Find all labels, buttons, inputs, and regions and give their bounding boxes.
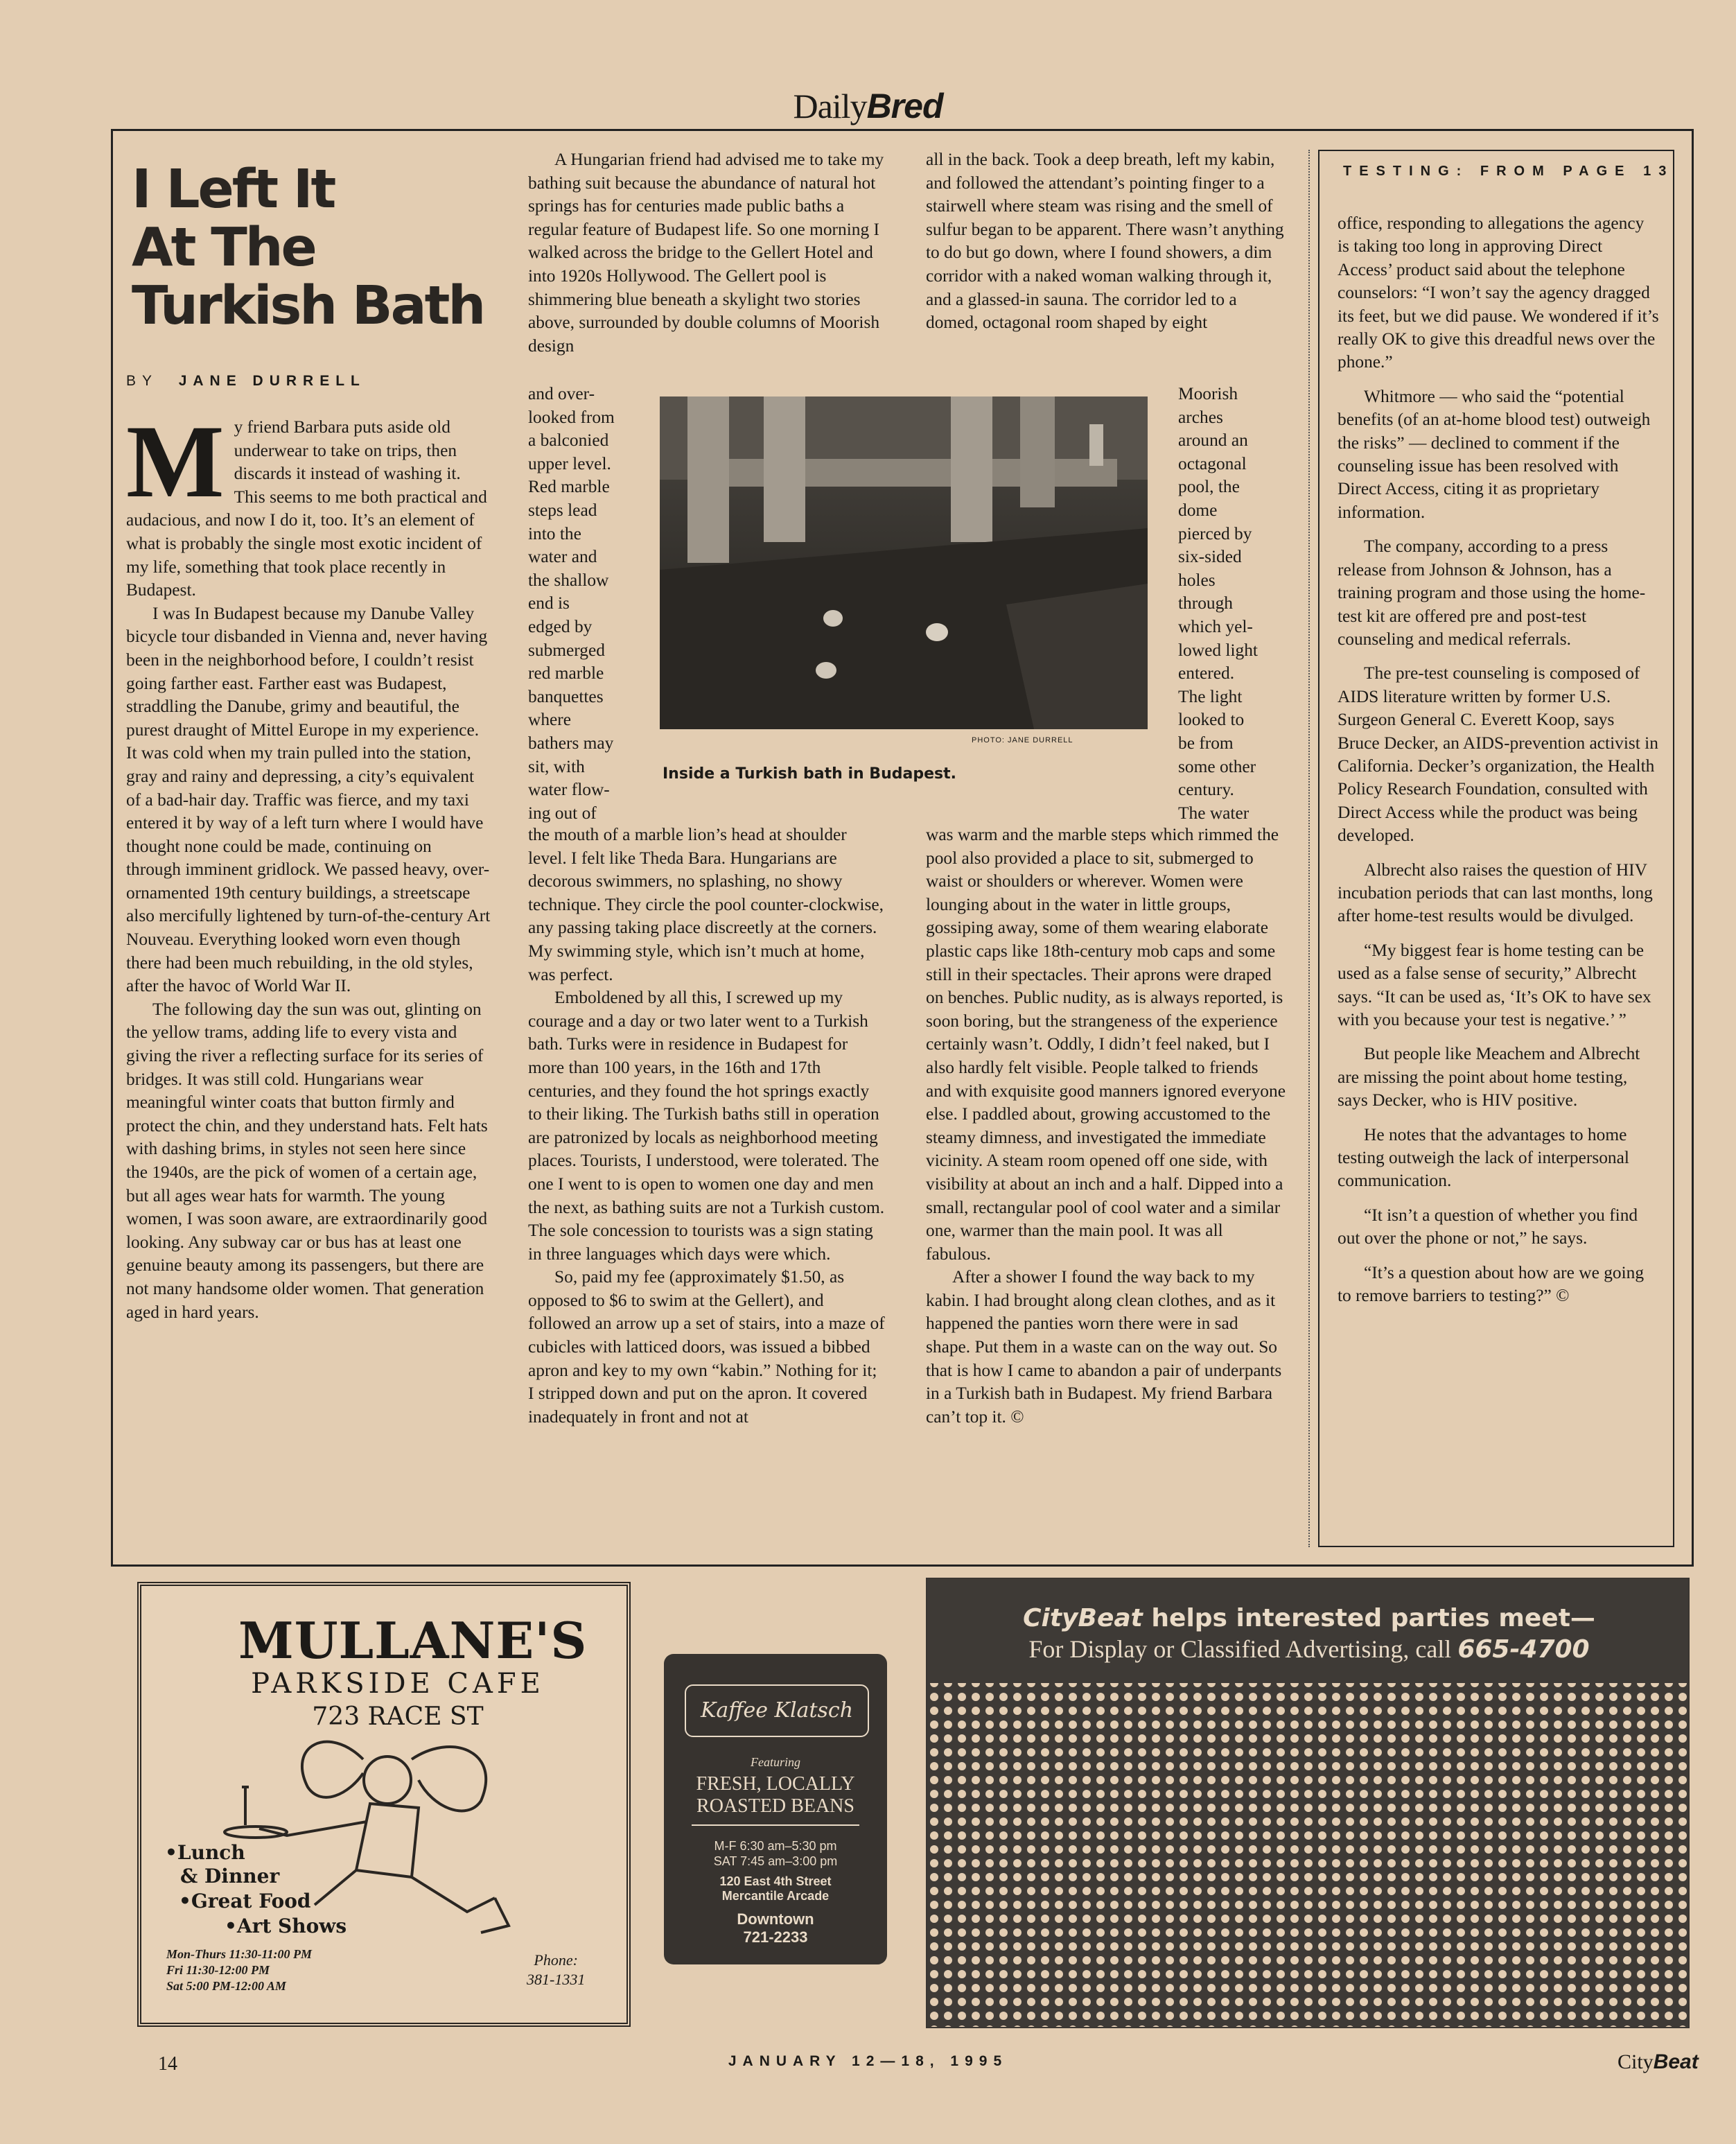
wrap-line: pierced by	[1178, 523, 1252, 543]
brand-city: City	[1617, 2050, 1654, 2073]
article-paragraph: the mouth of a marble lion’s head at shoulder level. I felt like Theda Bara. Hungarians are decorous swimmers, no splashing, no showy technique. They circle the pool counter-clockwise, any passing taking place discreetly at the corners. My swimming style, which isn’t much at home, was perfect.	[528, 825, 884, 984]
citybeat-sub-text: For Display or Classified Advertising, call	[1028, 1635, 1458, 1663]
wrap-line: Red marble	[528, 477, 610, 497]
sidebar-paragraph: The company, according to a press release from Johnson & Johnson, has a training program and those using the home-test kit are offered pre and post-test counseling and medical referrals.	[1338, 537, 1646, 649]
article-column-2-top	[528, 148, 886, 358]
wrap-line: a balconied	[528, 430, 609, 451]
sidebar-paragraph: “It isn’t a question of whether you find out over the phone or not,” he says.	[1338, 1205, 1638, 1248]
feature-item: •Art Shows	[225, 1915, 347, 1937]
article-column-3-top	[926, 148, 1286, 335]
hours-line: Sat 5:00 PM-12:00 AM	[166, 1979, 286, 1993]
wrap-line: and over-	[528, 384, 595, 403]
wrap-line: edged by	[528, 616, 593, 636]
column-divider	[1308, 150, 1310, 1547]
mullanes-subtitle: PARKSIDE CAFE	[251, 1668, 545, 1700]
sidebar-paragraph: “It’s a question about how are we going to remove barriers to testing?” ©	[1338, 1262, 1645, 1306]
wrap-line: octagonal	[1178, 453, 1247, 473]
wrap-line: the shallow	[528, 570, 609, 590]
citybeat-ad	[926, 1578, 1690, 2028]
sidebar-text	[1338, 212, 1659, 1318]
wrap-line: looked to	[1178, 710, 1245, 730]
article-photo	[660, 396, 1148, 729]
sidebar-jump-header: TESTING: FROM PAGE 13	[1343, 164, 1674, 179]
sidebar-paragraph: Albrecht also raises the question of HIV incubation periods that can last months, long after home-test results would be divulged.	[1338, 860, 1653, 926]
hours-line: Fri 11:30-12:00 PM	[166, 1963, 270, 1977]
page-number: 14	[158, 2053, 177, 2075]
citybeat-brand: CityBeat	[1023, 1604, 1143, 1632]
citybeat-phone: 665-4700	[1457, 1635, 1590, 1664]
wrap-line: some other	[1178, 756, 1256, 776]
footer-brand	[1617, 2050, 1699, 2074]
wrap-line: The water	[1178, 803, 1250, 823]
kaffee-klatsch-ad	[664, 1654, 887, 1964]
wrap-line: upper level.	[528, 453, 611, 473]
sidebar-paragraph: But people like Meachem and Albrecht are missing the point about home testing, says Decker, who is HIV positive.	[1338, 1044, 1640, 1110]
wrap-line: red marble	[528, 663, 604, 683]
article-title	[132, 161, 506, 335]
wrap-line: where	[528, 710, 572, 730]
wrap-line: Moorish	[1178, 384, 1238, 403]
article-paragraph: Emboldened by all this, I screwed up my courage and a day or two later went to a Turkish bath. Turks were in residence in Budapest for more than 100 years, in the 16th and 17th centuries, and they found the hot springs exactly to their liking. The Turkish baths still in operation are patronized by locals as neighborhood meeting places. Tourists, I understood, were tolerated. The one I went to is open to women one day and men the next, as bathing suits are not a Turkish custom. The sole concession to tourists was a sign stating in three languages which days were which.	[528, 988, 885, 1264]
article-column-1	[126, 404, 491, 1324]
byline-author: JANE DURRELL	[178, 373, 366, 389]
wrap-line: banquettes	[528, 686, 604, 706]
article-paragraph: A Hungarian friend had advised me to take my bathing suit because the abundance of natural hot springs has for centuries made public baths a regular feature of Budapest life. So one morning I walked across the bridge to the Gellert Hotel and into 1920s Hollywood. The Gellert pool is shimmering blue beneath a skylight two stories above, surrounded by double columns of Moorish design	[528, 150, 884, 356]
feature-item: •Lunch	[165, 1841, 245, 1864]
wrap-line: around an	[1178, 430, 1248, 451]
kaffee-beans	[664, 1773, 887, 1818]
divider	[692, 1824, 859, 1826]
wrap-line: be from	[1178, 733, 1234, 753]
sidebar-paragraph: office, responding to allegations the agency is taking too long in approving Direct Access’ product said about the telephone counselors: “I won’t say the agency dragged its feet, but we did pause. We wondered if it’s really OK to give this dreadful news over the phone.”	[1338, 213, 1659, 372]
address-line: 120 East 4th Street	[719, 1874, 832, 1888]
citybeat-headline-text: helps interested parties meet—	[1142, 1604, 1595, 1632]
mullanes-name: MULLANE'S	[238, 1611, 588, 1670]
wrap-line: dome	[1178, 500, 1218, 520]
wrap-line: entered.	[1178, 663, 1235, 683]
byline	[126, 373, 366, 390]
wrap-line: The light	[1178, 686, 1243, 706]
wrap-line: holes	[1178, 570, 1216, 590]
kaffee-address	[664, 1874, 887, 1903]
wrap-line: which yel-	[1178, 616, 1253, 636]
article-column-2-wrap	[528, 383, 660, 825]
drop-cap: M	[126, 404, 225, 519]
article-paragraph: y friend Barbara puts aside old underwear to take on trips, then discards it instead of washing it. This seems to me both practical and audacious, and now I do it, too. It’s an element of what is probably the single most exotic incident of my life, something that took place recently in Budapest.	[126, 417, 487, 600]
wrap-line: through	[1178, 593, 1233, 613]
wrap-line: end is	[528, 593, 570, 613]
issue-date: JANUARY 12—18, 1995	[728, 2053, 1008, 2069]
article-paragraph: So, paid my fee (approximately $1.50, as opposed to $6 to swim at the Gellert), and followed an arrow up a set of stairs, into a maze of cubicles with latticed doors, was issued a bibbed apron and key to my own “kabin.” Nothing for it; I stripped down and put on the apron. It covered inadequately in front and not at	[528, 1267, 885, 1427]
wrap-line: submerged	[528, 640, 605, 660]
citybeat-headline	[927, 1604, 1690, 1632]
sidebar-paragraph: The pre-test counseling is composed of AIDS literature written by former U.S. Surgeon General C. Everett Koop, says Bruce Decker, an AIDS-prevention activist in California. Decker’s organization, the Health Policy Research Foundation, consulted with Direct Access while the product was being developed.	[1338, 663, 1658, 846]
wrap-line: lowed light	[1178, 640, 1258, 660]
article-paragraph: The following day the sun was out, glinting on the yellow trams, adding life to every vista and giving the river a reflecting surface for its series of bridges. It was still cold. Hungarians wear meaningful winter coats that button firmly and protect the chin, and they understand hats. Felt hats with dashing brims, in styles not seen here since the 1940s, are the pick of women of a certain age, but all ages wear hats for warmth. The young women, I was soon aware, are extraordinarily good looking. Any subway car or bus has at least one genuine beauty among its passengers, but there are not many handsome older women. That generation aged in hard years.	[126, 999, 488, 1322]
wrap-line: six-sided	[1178, 547, 1242, 567]
title-line: I Left It	[132, 159, 335, 220]
mullanes-address: 723 RACE ST	[312, 1702, 484, 1731]
sidebar-paragraph: He notes that the advantages to home testing outweigh the lack of interpersonal communication.	[1338, 1124, 1629, 1191]
wrap-line: looked from	[528, 407, 615, 427]
feature-item: •Great Food	[179, 1890, 311, 1912]
masthead-daily: Daily	[793, 87, 867, 125]
article-paragraph: I was In Budapest because my Danube Valley bicycle tour disbanded in Vienna and, never having been in the neighborhood before, I couldn’t resist going farther east. Farther east was Budapest, straddling the Danube, grimy and beautiful, the purest draught of Mittel Europe in my experience. It was cold when my train pulled into the station, gray and rainy and depressing, a city’s equivalent of a bad-hair day. Traffic was fierce, and my taxi entered it by way of a left turn where I would have thought none could be made, continuing on through imminent gridlock. We passed heavy, over-ornamented 19th century buildings, a streetscape also mercifully lightened by turn-of-the-century Art Nouveau. Everything looked worn even though there had been much rebuilding, in the old styles, after the havoc of World War II.	[126, 603, 491, 996]
kaffee-logo: Kaffee Klatsch	[685, 1684, 869, 1737]
article-column-3-wrap	[1178, 383, 1296, 825]
wrap-line: sit, with	[528, 756, 585, 776]
kaffee-downtown	[664, 1910, 887, 1946]
wrap-line: water and	[528, 547, 597, 567]
hours-line: M-F 6:30 am–5:30 pm	[714, 1839, 837, 1853]
citybeat-subline	[927, 1635, 1690, 1664]
photo-credit: PHOTO: JANE DURRELL	[972, 736, 1073, 744]
beans-line: FRESH, LOCALLY	[696, 1773, 855, 1795]
kaffee-featuring: Featuring	[751, 1755, 800, 1769]
beans-line: ROASTED BEANS	[696, 1795, 854, 1817]
article-paragraph: was warm and the marble steps which rimmed the pool also provided a place to sit, submerged to waist or shoulders or wherever. Women were lounging about in the water in little groups, gossiping away, some of them wearing elaborate plastic caps like 18th-century mob caps and some still in their spectacles. Their aprons were draped on benches. Public nudity, as is always reported, is soon boring, but the strangeness of the experience certainly wasn’t. Oddly, I didn’t feel naked, but I also hardly felt visible. People talked to friends and with exquisite good manners ignored everyone else. I paddled about, growing accustomed to the steamy dimness, and investigated the immediate vicinity. A steam room opened off one side, with visibility at about an inch and a half. Dipped into a small, rectangular pool of cool water and a similar one, warmer than the main pool. It was all fabulous.	[926, 825, 1286, 1264]
mullanes-phone	[527, 1951, 585, 1989]
byline-by: BY	[126, 373, 159, 389]
kaffee-phone: 721-2233	[743, 1928, 808, 1946]
article-column-3-bottom	[926, 823, 1286, 1429]
title-line: Turkish Bath	[132, 275, 484, 337]
hours-line: SAT 7:45 am–3:00 pm	[713, 1854, 838, 1868]
address-line: Mercantile Arcade	[721, 1889, 830, 1903]
phone-label: Phone:	[534, 1951, 578, 1969]
wrap-line: into the	[528, 523, 581, 543]
sidebar-paragraph: Whitmore — who said the “potential benefits (of an at-home blood test) outweigh the risks” — declined to comment if the counseling issue has been resolved with Direct Access, citing it as proprietary information.	[1338, 386, 1651, 522]
downtown-label: Downtown	[737, 1910, 814, 1928]
wrap-line: pool, the	[1178, 477, 1240, 497]
phone-number: 381-1331	[527, 1971, 586, 1988]
article-paragraph: all in the back. Took a deep breath, left my kabin, and followed the attendant’s pointing finger to a stairwell where steam was rising and the smell of sulfur began to be apparent. There wasn’t anything to do but go down, where I found showers, a dim corridor with a naked woman walking through it, and a glassed-in sauna. The corridor led to a domed, octagonal room shaped by eight	[926, 150, 1284, 333]
wrap-line: steps lead	[528, 500, 597, 520]
title-line: At The	[132, 217, 315, 279]
sidebar-paragraph: “My biggest fear is home testing can be used as a false sense of security,” Albrecht says. “It can be used as, ‘It’s OK to have sex with you because your test is negative.’ ”	[1338, 940, 1651, 1029]
masthead-bred: Bred	[866, 87, 943, 125]
photo-caption: Inside a Turkish bath in Budapest.	[663, 765, 956, 783]
wrap-line: arches	[1178, 407, 1223, 427]
brand-beat: Beat	[1653, 2050, 1699, 2073]
wrap-line: water flow-	[528, 780, 610, 800]
wrap-line: bathers may	[528, 733, 614, 753]
article-column-2-bottom	[528, 823, 886, 1429]
mullanes-hours	[166, 1946, 312, 1994]
feature-item: & Dinner	[180, 1865, 280, 1888]
wrap-line: ing out of	[528, 803, 597, 823]
section-masthead	[0, 86, 1736, 126]
wrap-line: century.	[1178, 780, 1234, 800]
kaffee-hours	[664, 1838, 887, 1869]
article-paragraph: After a shower I found the way back to my kabin. I had brought along clean clothes, and as it happened the panties worn there were in sad shape. Put them in a waste can on the way out. So that is how I came to abandon a pair of underpants in a Turkish bath in Budapest. My friend Barbara can’t top it. ©	[926, 1267, 1282, 1427]
turkish-bath-photo-illustration	[660, 396, 1148, 729]
hours-line: Mon-Thurs 11:30-11:00 PM	[166, 1947, 313, 1961]
mullanes-ad	[137, 1582, 631, 2027]
